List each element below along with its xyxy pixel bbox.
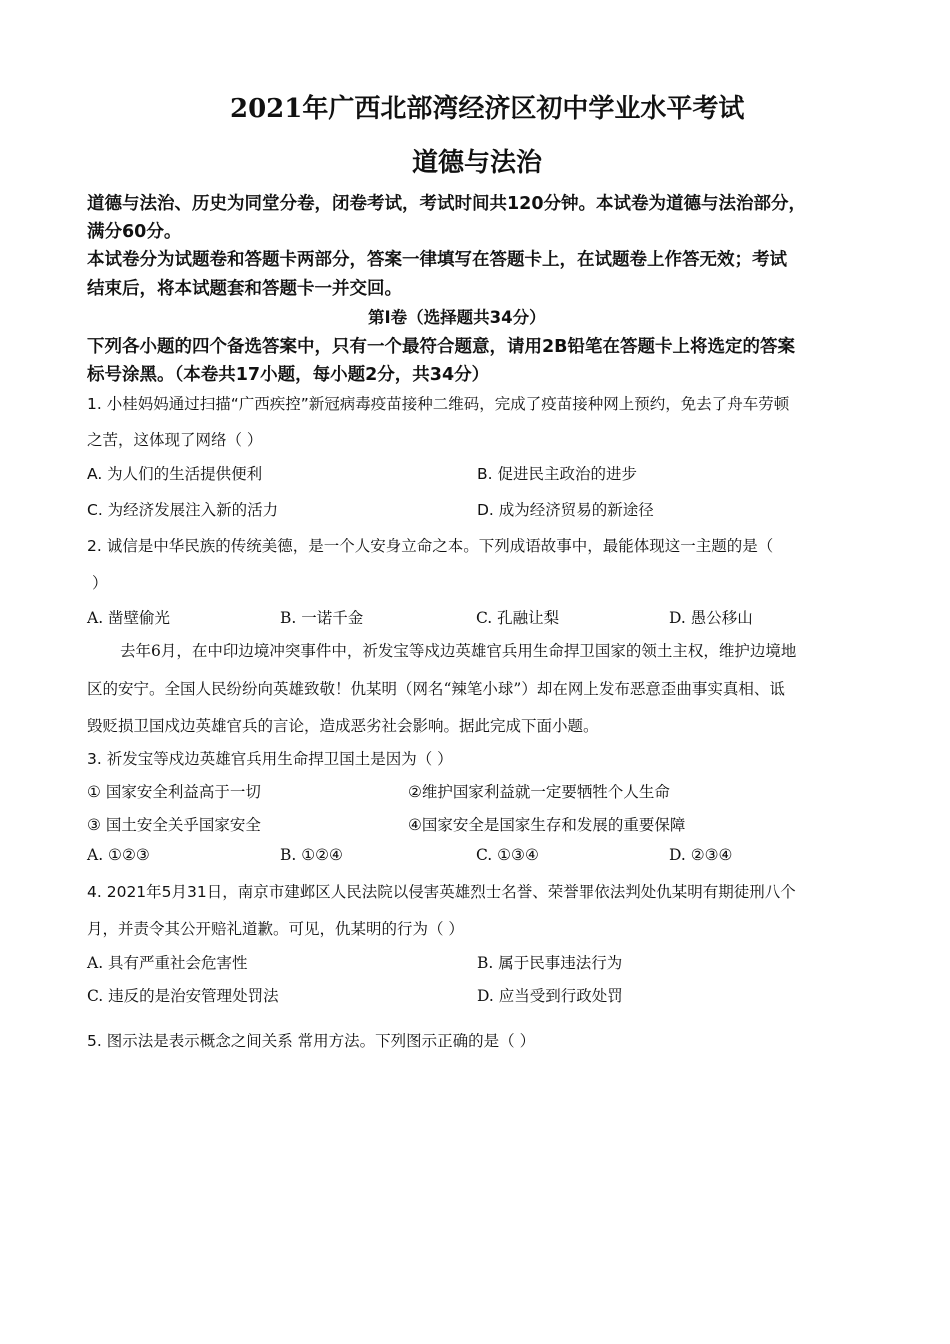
q2-option-d: D. 愚公移山 [669, 609, 753, 627]
passage-line-3: 毁贬损卫国戍边英雄官兵的言论，造成恶劣社会影响。据此完成下面小题。 [87, 717, 599, 735]
q1-option-c: C. 为经济发展注入新的活力 [87, 501, 279, 519]
q1-stem-line-1: 1. 小桂妈妈通过扫描“广西疾控”新冠病毒疫苗接种二维码，完成了疫苗接种网上预约，免去了舟车劳顿 [87, 395, 790, 413]
q4-option-a: A. 具有严重社会危害性 [87, 954, 248, 972]
section-directions-line-2: 标号涂黑。（本卷共17小题，每小题2分，共34分） [87, 365, 490, 385]
q4-stem-line-2: 月，并责令其公开赔礼道歉。可见，仇某明的行为（ ） [87, 920, 464, 938]
q3-statement-4: ④国家安全是国家生存和发展的重要保障 [408, 816, 686, 834]
q1-option-a: A. 为人们的生活提供便利 [87, 465, 263, 483]
q3-option-a: A. ①②③ [87, 846, 150, 864]
instructions-line-1: 道德与法治、历史为同堂分卷，闭卷考试，考试时间共120分钟。本试卷为道德与法治部分， [87, 194, 807, 214]
q4-stem-line-1: 4. 2021年5月31日，南京市建邺区人民法院以侵害英雄烈士名誉、荣誉罪依法判处仇某明有期徒刑八个 [87, 883, 796, 901]
instructions-line-3: 本试卷分为试题卷和答题卡两部分，答案一律填写在答题卡上，在试题卷上作答无效；考试 [87, 250, 787, 270]
passage-line-2: 区的安宁。全国人民纷纷向英雄致敬！仇某明（网名“辣笔小球”）却在网上发布恶意歪曲事实真相、诋 [87, 680, 785, 698]
q3-option-b: B. ①②④ [280, 846, 343, 864]
q4-option-b: B. 属于民事违法行为 [477, 954, 623, 972]
q1-option-d: D. 成为经济贸易的新途径 [477, 501, 654, 519]
q2-stem-line-2: ） [92, 574, 108, 592]
instructions-line-2: 满分60分。 [87, 222, 182, 242]
q4-option-c: C. 违反的是治安管理处罚法 [87, 987, 279, 1005]
q2-option-a: A. 凿壁偷光 [87, 609, 171, 627]
q1-stem-line-2: 之苦，这体现了网络（ ） [87, 431, 263, 449]
instructions-line-4: 结束后，将本试题套和答题卡一并交回。 [87, 279, 402, 299]
q4-option-d: D. 应当受到行政处罚 [477, 987, 623, 1005]
q3-statement-1: ① 国家安全利益高于一切 [87, 783, 261, 801]
q2-option-b: B. 一诺千金 [280, 609, 364, 627]
q2-stem-line-1: 2. 诚信是中华民族的传统美德，是一个人安身立命之本。下列成语故事中，最能体现这一主题的是（ [87, 537, 774, 555]
passage-line-1: 去年6月，在中印边境冲突事件中，祈发宝等戍边英雄官兵用生命捍卫国家的领土主权，维护边境地 [120, 642, 797, 660]
q3-statement-3: ③ 国土安全关乎国家安全 [87, 816, 261, 834]
q3-stem: 3. 祈发宝等戍边英雄官兵用生命捍卫国土是因为（ ） [87, 750, 453, 768]
exam-title: 2021年广西北部湾经济区初中学业水平考试 [230, 94, 745, 124]
q5-stem: 5. 图示法是表示概念之间关系 常用方法。下列图示正确的是（ ） [87, 1032, 536, 1050]
section-title: 第Ⅰ卷（选择题共34分） [368, 308, 546, 327]
q1-option-b: B. 促进民主政治的进步 [477, 465, 637, 483]
subject-title: 道德与法治 [412, 148, 543, 178]
q3-statement-2: ②维护国家利益就一定要牺牲个人生命 [408, 783, 670, 801]
q3-option-c: C. ①③④ [476, 846, 539, 864]
section-directions-line-1: 下列各小题的四个备选答案中，只有一个最符合题意，请用2B铅笔在答题卡上将选定的答案 [87, 337, 796, 357]
q3-option-d: D. ②③④ [669, 846, 733, 864]
q2-option-c: C. 孔融让梨 [476, 609, 560, 627]
